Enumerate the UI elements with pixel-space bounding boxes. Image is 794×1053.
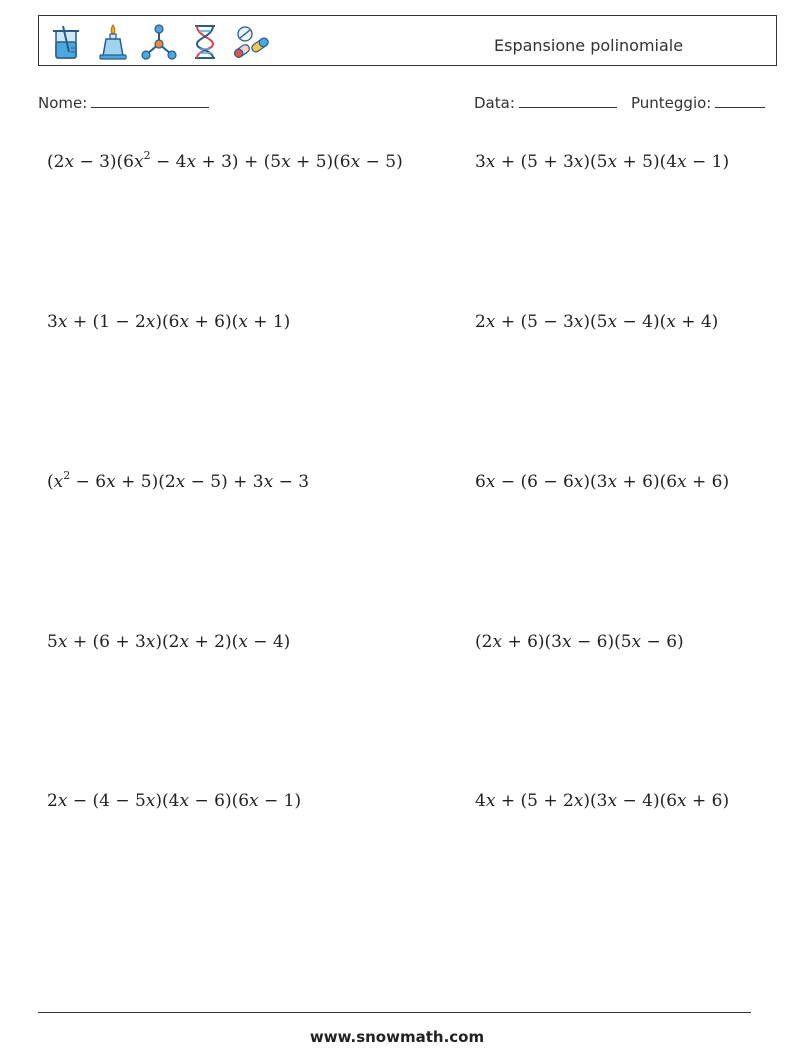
header-icons [47, 22, 271, 62]
date-field [474, 93, 617, 112]
pills-icon [231, 22, 271, 62]
date-blank[interactable] [519, 93, 617, 108]
problem-3: 3x + (1 − 2x)(6x + 6)(x + 1) [47, 312, 291, 332]
worksheet-title: Espansione polinomiale [494, 36, 684, 55]
bunsen-burner-icon [93, 22, 133, 62]
score-field [631, 93, 765, 112]
problem-1: $(2x - 3)(6x^2 - 4x + 3) + (5x + 5)(6x - 5)$ [47, 149, 403, 172]
molecule-icon [139, 22, 179, 62]
problem-10: 4x + (5 + 2x)(3x − 4)(6x + 6) [475, 791, 730, 811]
problem-9: 2x − (4 − 5x)(4x − 6)(6x − 1) [47, 791, 302, 811]
problem-4: 2x + (5 − 3x)(5x − 4)(x + 4) [475, 312, 719, 332]
problem-7: 5x + (6 + 3x)(2x + 2)(x − 4) [47, 632, 291, 652]
problem-2: 3x + (5 + 3x)(5x + 5)(4x − 1) [475, 152, 730, 172]
name-field [38, 93, 209, 112]
problem-5: $(x^2 - 6x + 5)(2x - 5) + 3x - 3$ [47, 469, 310, 492]
problem-8: (2x + 6)(3x − 6)(5x − 6) [475, 632, 684, 652]
problem-6: 6x − (6 − 6x)(3x + 6)(6x + 6) [475, 472, 730, 492]
score-label: Punteggio: [631, 94, 712, 112]
name-label: Nome: [38, 94, 88, 112]
date-label: Data: [474, 94, 515, 112]
name-blank[interactable] [91, 93, 209, 108]
footer-site: www.snowmath.com [309, 1028, 485, 1046]
score-blank[interactable] [715, 93, 765, 108]
beaker-icon [47, 22, 87, 62]
footer-divider [38, 1012, 751, 1013]
worksheet-header [38, 15, 777, 66]
dna-icon [185, 22, 225, 62]
